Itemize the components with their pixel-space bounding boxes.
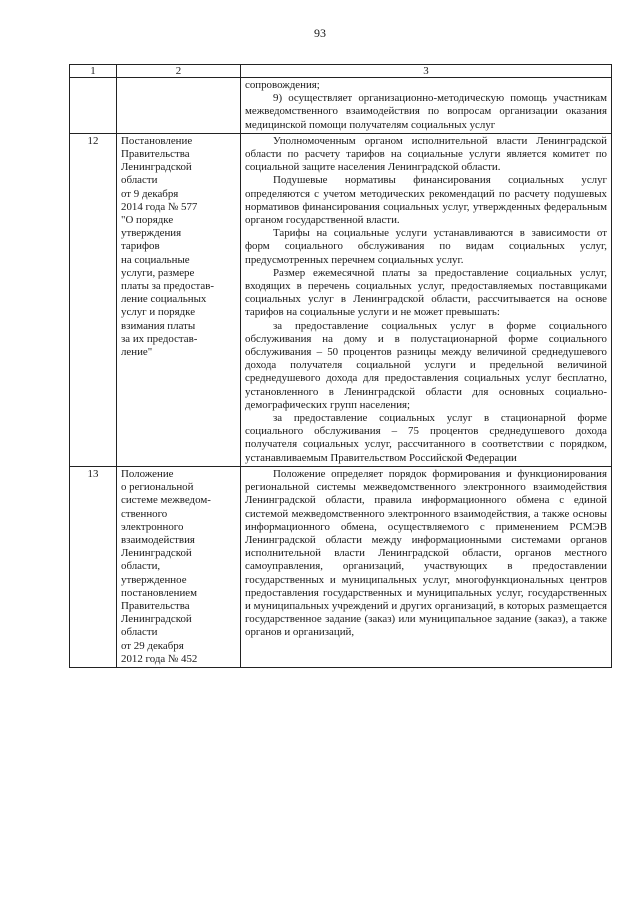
name-line: тарифов <box>121 240 160 253</box>
name-line: утвержденное <box>121 573 187 586</box>
name-line: взаимодействия <box>121 533 195 546</box>
name-line: области <box>121 626 158 639</box>
name-line: на социальные <box>121 253 190 266</box>
name-line: области <box>121 174 158 187</box>
name-line: от 9 декабря <box>121 187 179 200</box>
paragraph: Тарифы на социальные услуги устанавливаются в зависимости от форм социального обслуживания по видам социальных услуг, предусмотренных перечнем социальных услуг. <box>245 227 607 266</box>
name-line: платы за предостав- <box>121 280 215 293</box>
name-line: ственного <box>121 507 168 520</box>
paragraph: Подушевые нормативы финансирования социальных услуг определяются с учетом методических рекомендаций по расчету подушевых нормативов финансирования социальных услуг, утвержденных федеральным органом государственной власти. <box>245 174 607 227</box>
paragraph: за предоставление социальных услуг в стационарной форме социального обслуживания – 75 процентов среднедушевого дохода получателя социальных услуг, рассчитанного в соответствии с порядком, устанавливаемым Правительством Российской Федерации <box>245 412 607 464</box>
name-line: ление" <box>121 346 153 359</box>
paragraph: Размер ежемесячной платы за предоставление социальных услуг, входящих в перечень социальных услуг, предоставляемых поставщиками социальных услуг в Ленинградской области, рассчитывается на основе тарифов на социальные услуги и не может превышать: <box>245 266 607 319</box>
name-line: от 29 декабря <box>121 639 184 652</box>
name-line: о региональной <box>121 481 194 494</box>
column-header-1: 1 <box>70 65 117 78</box>
table-row-12 <box>70 133 612 466</box>
row-document-name <box>117 466 241 667</box>
name-line: Положение <box>121 467 174 480</box>
name-line: услуг и порядке <box>121 306 196 319</box>
paragraph: за предоставление социальных услуг в форме социального обслуживания на дому и в полустационарной форме социального обслуживания – 50 процентов разницы между величиной среднедушевого дохода получателя социальной услуги и предельной величиной среднедушевого дохода для предоставления социальных услуг бесплатно, установленного в Ленинградской области для основных социально-демографических групп населения; <box>245 319 607 411</box>
table-header-row <box>70 65 612 78</box>
row-content-cell <box>241 78 612 134</box>
column-header-3: 3 <box>241 65 612 78</box>
name-line: Ленинградской <box>121 613 192 626</box>
name-line: системе межведом- <box>121 494 211 507</box>
name-line: ление социальных <box>121 293 207 306</box>
name-line: Правительства <box>121 599 190 612</box>
row-content <box>241 133 612 466</box>
name-line: Ленинградской <box>121 161 192 174</box>
row-document-name <box>117 133 241 466</box>
name-line: электронного <box>121 520 184 533</box>
row-number: 12 <box>70 133 117 466</box>
table-row-continuation <box>70 78 612 134</box>
name-line: Постановление <box>121 134 193 147</box>
name-line: "О порядке <box>121 214 174 227</box>
row-name-cell <box>117 78 241 134</box>
page-number: 93 <box>314 26 326 40</box>
name-line: 2014 года № 577 <box>121 200 198 213</box>
name-line: утверждения <box>121 227 182 240</box>
row-number: 13 <box>70 466 117 667</box>
name-line: Правительства <box>121 148 190 161</box>
row-content <box>241 466 612 667</box>
row-number-cell <box>70 78 117 134</box>
name-line: Ленинградской <box>121 547 192 560</box>
column-header-2: 2 <box>117 65 241 78</box>
name-line: области, <box>121 560 161 573</box>
paragraph: Положение определяет порядок формирования и функционирования региональной системы межведомственного электронного взаимодействия Ленинградской области, правила информационного обмена с единой системой межведомственного электронного взаимодействия, а также основы информационного обмена, осуществляемого с применением РСМЭВ Ленинградской области между информационными системами органов исполнительной власти Ленинградской области, органов местного самоуправления, организаций, участвующих в предоставлении государственных и муниципальных услуг, многофункциональных центров предоставления государственных и муниципальных услуг, государственных и муниципальных учреждений и других организаций, в которых размещается государственное задание (заказ) или муниципальное задание (заказ), а также органов и организаций, <box>245 467 607 639</box>
name-line: 2012 года № 452 <box>121 652 198 665</box>
name-line: постановлением <box>121 586 198 599</box>
paragraph: Уполномоченным органом исполнительной власти Ленинградской области по расчету тарифов на социальные услуги является комитет по социальной защите населения Ленинградской области. <box>245 134 607 174</box>
paragraph: сопровождения; <box>245 79 320 91</box>
name-line: взимания платы <box>121 319 196 332</box>
name-line: за их предостав- <box>121 332 198 345</box>
table-row-13 <box>70 466 612 667</box>
paragraph: 9) осуществляет организационно-методическую помощь участникам межведомственного взаимодействия по вопросам организации оказания медицинской помощи получателям социальных услуг <box>245 92 607 131</box>
document-table <box>69 64 612 668</box>
name-line: услуги, размере <box>121 266 195 279</box>
